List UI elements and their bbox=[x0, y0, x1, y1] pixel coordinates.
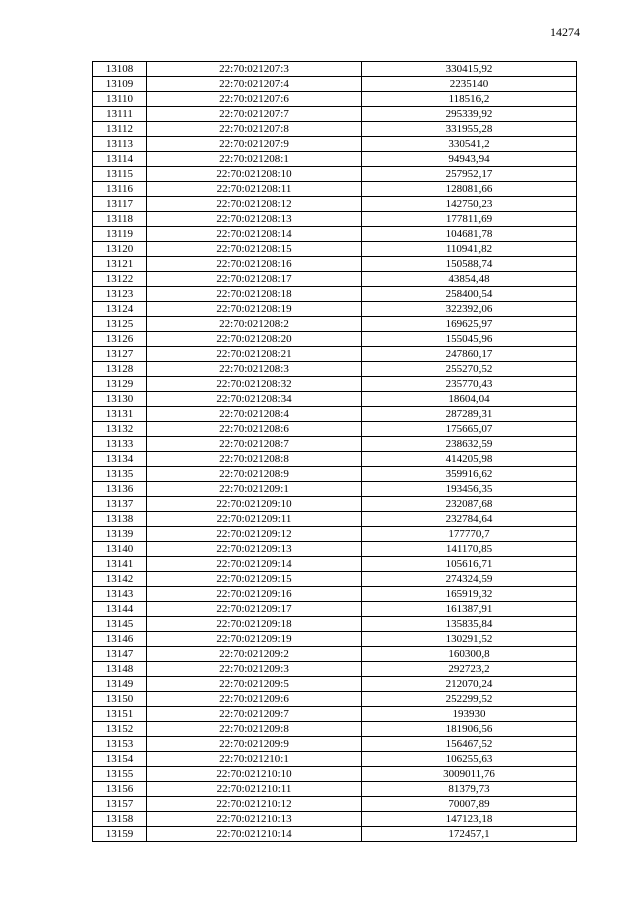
row-number-cell: 13144 bbox=[93, 602, 147, 617]
cadastral-number-cell: 22:70:021210:1 bbox=[147, 752, 362, 767]
page-number: 14274 bbox=[550, 25, 580, 39]
table-row bbox=[93, 92, 577, 107]
cadastral-number-cell: 22:70:021209:2 bbox=[147, 647, 362, 662]
row-number-cell: 13146 bbox=[93, 632, 147, 647]
cadastral-number-cell: 22:70:021209:17 bbox=[147, 602, 362, 617]
row-number-cell: 13136 bbox=[93, 482, 147, 497]
cadastral-number-cell: 22:70:021210:10 bbox=[147, 767, 362, 782]
table-row bbox=[93, 752, 577, 767]
row-number-cell: 13122 bbox=[93, 272, 147, 287]
cadastral-number-cell: 22:70:021207:4 bbox=[147, 77, 362, 92]
table-row bbox=[93, 182, 577, 197]
table-row bbox=[93, 782, 577, 797]
value-cell: 175665,07 bbox=[362, 422, 577, 437]
row-number-cell: 13137 bbox=[93, 497, 147, 512]
table-row bbox=[93, 77, 577, 92]
value-cell: 292723,2 bbox=[362, 662, 577, 677]
cadastral-number-cell: 22:70:021209:6 bbox=[147, 692, 362, 707]
value-cell: 3009011,76 bbox=[362, 767, 577, 782]
cadastral-number-cell: 22:70:021207:7 bbox=[147, 107, 362, 122]
value-cell: 135835,84 bbox=[362, 617, 577, 632]
table-row bbox=[93, 362, 577, 377]
table-row bbox=[93, 272, 577, 287]
row-number-cell: 13114 bbox=[93, 152, 147, 167]
table-row bbox=[93, 317, 577, 332]
value-cell: 156467,52 bbox=[362, 737, 577, 752]
cadastral-number-cell: 22:70:021208:16 bbox=[147, 257, 362, 272]
row-number-cell: 13138 bbox=[93, 512, 147, 527]
row-number-cell: 13132 bbox=[93, 422, 147, 437]
row-number-cell: 13150 bbox=[93, 692, 147, 707]
value-cell: 81379,73 bbox=[362, 782, 577, 797]
cadastral-number-cell: 22:70:021210:12 bbox=[147, 797, 362, 812]
value-cell: 2235140 bbox=[362, 77, 577, 92]
table-row bbox=[93, 692, 577, 707]
value-cell: 232087,68 bbox=[362, 497, 577, 512]
value-cell: 330541,2 bbox=[362, 137, 577, 152]
value-cell: 177811,69 bbox=[362, 212, 577, 227]
table-row bbox=[93, 812, 577, 827]
row-number-cell: 13108 bbox=[93, 62, 147, 77]
table-row bbox=[93, 257, 577, 272]
row-number-cell: 13148 bbox=[93, 662, 147, 677]
cadastral-number-cell: 22:70:021208:13 bbox=[147, 212, 362, 227]
table-row bbox=[93, 392, 577, 407]
row-number-cell: 13125 bbox=[93, 317, 147, 332]
value-cell: 110941,82 bbox=[362, 242, 577, 257]
table-body bbox=[93, 62, 577, 842]
table-row bbox=[93, 212, 577, 227]
value-cell: 330415,92 bbox=[362, 62, 577, 77]
cadastral-number-cell: 22:70:021210:14 bbox=[147, 827, 362, 842]
value-cell: 212070,24 bbox=[362, 677, 577, 692]
row-number-cell: 13157 bbox=[93, 797, 147, 812]
row-number-cell: 13155 bbox=[93, 767, 147, 782]
value-cell: 359916,62 bbox=[362, 467, 577, 482]
table-row bbox=[93, 527, 577, 542]
row-number-cell: 13111 bbox=[93, 107, 147, 122]
value-cell: 150588,74 bbox=[362, 257, 577, 272]
row-number-cell: 13154 bbox=[93, 752, 147, 767]
cadastral-number-cell: 22:70:021209:1 bbox=[147, 482, 362, 497]
cadastral-number-cell: 22:70:021210:13 bbox=[147, 812, 362, 827]
table-row bbox=[93, 707, 577, 722]
table-row bbox=[93, 737, 577, 752]
cadastral-number-cell: 22:70:021209:18 bbox=[147, 617, 362, 632]
value-cell: 106255,63 bbox=[362, 752, 577, 767]
row-number-cell: 13153 bbox=[93, 737, 147, 752]
table-row bbox=[93, 587, 577, 602]
table-row bbox=[93, 467, 577, 482]
cadastral-number-cell: 22:70:021209:19 bbox=[147, 632, 362, 647]
row-number-cell: 13133 bbox=[93, 437, 147, 452]
value-cell: 181906,56 bbox=[362, 722, 577, 737]
value-cell: 142750,23 bbox=[362, 197, 577, 212]
cadastral-number-cell: 22:70:021208:6 bbox=[147, 422, 362, 437]
table-row bbox=[93, 332, 577, 347]
table-row bbox=[93, 302, 577, 317]
value-cell: 141170,85 bbox=[362, 542, 577, 557]
row-number-cell: 13141 bbox=[93, 557, 147, 572]
table-row bbox=[93, 797, 577, 812]
row-number-cell: 13151 bbox=[93, 707, 147, 722]
row-number-cell: 13118 bbox=[93, 212, 147, 227]
cadastral-number-cell: 22:70:021208:15 bbox=[147, 242, 362, 257]
table-row bbox=[93, 287, 577, 302]
row-number-cell: 13134 bbox=[93, 452, 147, 467]
table-row bbox=[93, 137, 577, 152]
value-cell: 287289,31 bbox=[362, 407, 577, 422]
value-cell: 257952,17 bbox=[362, 167, 577, 182]
cadastral-number-cell: 22:70:021208:17 bbox=[147, 272, 362, 287]
cadastral-number-cell: 22:70:021208:19 bbox=[147, 302, 362, 317]
cadastral-number-cell: 22:70:021209:15 bbox=[147, 572, 362, 587]
value-cell: 130291,52 bbox=[362, 632, 577, 647]
table-row bbox=[93, 167, 577, 182]
cadastral-number-cell: 22:70:021208:18 bbox=[147, 287, 362, 302]
cadastral-number-cell: 22:70:021207:6 bbox=[147, 92, 362, 107]
cadastral-number-cell: 22:70:021208:3 bbox=[147, 362, 362, 377]
cadastral-number-cell: 22:70:021209:13 bbox=[147, 542, 362, 557]
row-number-cell: 13139 bbox=[93, 527, 147, 542]
cadastral-number-cell: 22:70:021208:9 bbox=[147, 467, 362, 482]
table-row bbox=[93, 617, 577, 632]
row-number-cell: 13158 bbox=[93, 812, 147, 827]
value-cell: 414205,98 bbox=[362, 452, 577, 467]
cadastral-number-cell: 22:70:021208:1 bbox=[147, 152, 362, 167]
table-row bbox=[93, 242, 577, 257]
row-number-cell: 13116 bbox=[93, 182, 147, 197]
cadastral-number-cell: 22:70:021208:10 bbox=[147, 167, 362, 182]
cadastral-number-cell: 22:70:021208:4 bbox=[147, 407, 362, 422]
row-number-cell: 13121 bbox=[93, 257, 147, 272]
row-number-cell: 13129 bbox=[93, 377, 147, 392]
cadastral-number-cell: 22:70:021208:34 bbox=[147, 392, 362, 407]
table-row bbox=[93, 482, 577, 497]
value-cell: 258400,54 bbox=[362, 287, 577, 302]
table-row bbox=[93, 347, 577, 362]
row-number-cell: 13126 bbox=[93, 332, 147, 347]
value-cell: 43854,48 bbox=[362, 272, 577, 287]
table-row bbox=[93, 497, 577, 512]
value-cell: 18604,04 bbox=[362, 392, 577, 407]
row-number-cell: 13147 bbox=[93, 647, 147, 662]
value-cell: 252299,52 bbox=[362, 692, 577, 707]
value-cell: 105616,71 bbox=[362, 557, 577, 572]
value-cell: 322392,06 bbox=[362, 302, 577, 317]
value-cell: 165919,32 bbox=[362, 587, 577, 602]
cadastral-number-cell: 22:70:021208:32 bbox=[147, 377, 362, 392]
row-number-cell: 13156 bbox=[93, 782, 147, 797]
row-number-cell: 13140 bbox=[93, 542, 147, 557]
value-cell: 255270,52 bbox=[362, 362, 577, 377]
row-number-cell: 13142 bbox=[93, 572, 147, 587]
row-number-cell: 13119 bbox=[93, 227, 147, 242]
value-cell: 238632,59 bbox=[362, 437, 577, 452]
row-number-cell: 13130 bbox=[93, 392, 147, 407]
cadastral-number-cell: 22:70:021209:7 bbox=[147, 707, 362, 722]
value-cell: 147123,18 bbox=[362, 812, 577, 827]
table-row bbox=[93, 557, 577, 572]
cadastral-number-cell: 22:70:021207:9 bbox=[147, 137, 362, 152]
cadastral-number-cell: 22:70:021208:2 bbox=[147, 317, 362, 332]
table-row bbox=[93, 677, 577, 692]
table-row bbox=[93, 422, 577, 437]
table-row bbox=[93, 512, 577, 527]
value-cell: 160300,8 bbox=[362, 647, 577, 662]
cadastral-number-cell: 22:70:021208:7 bbox=[147, 437, 362, 452]
row-number-cell: 13109 bbox=[93, 77, 147, 92]
row-number-cell: 13117 bbox=[93, 197, 147, 212]
cadastral-number-cell: 22:70:021209:16 bbox=[147, 587, 362, 602]
cadastral-number-cell: 22:70:021209:11 bbox=[147, 512, 362, 527]
table-row bbox=[93, 767, 577, 782]
value-cell: 169625,97 bbox=[362, 317, 577, 332]
row-number-cell: 13112 bbox=[93, 122, 147, 137]
row-number-cell: 13113 bbox=[93, 137, 147, 152]
value-cell: 118516,2 bbox=[362, 92, 577, 107]
value-cell: 128081,66 bbox=[362, 182, 577, 197]
value-cell: 155045,96 bbox=[362, 332, 577, 347]
table-row bbox=[93, 632, 577, 647]
row-number-cell: 13159 bbox=[93, 827, 147, 842]
cadastral-number-cell: 22:70:021209:10 bbox=[147, 497, 362, 512]
row-number-cell: 13152 bbox=[93, 722, 147, 737]
value-cell: 331955,28 bbox=[362, 122, 577, 137]
table-row bbox=[93, 122, 577, 137]
table-row bbox=[93, 107, 577, 122]
table-row bbox=[93, 197, 577, 212]
cadastral-number-cell: 22:70:021208:14 bbox=[147, 227, 362, 242]
table-row bbox=[93, 542, 577, 557]
row-number-cell: 13110 bbox=[93, 92, 147, 107]
row-number-cell: 13115 bbox=[93, 167, 147, 182]
value-cell: 172457,1 bbox=[362, 827, 577, 842]
cadastral-number-cell: 22:70:021208:20 bbox=[147, 332, 362, 347]
value-cell: 177770,7 bbox=[362, 527, 577, 542]
value-cell: 104681,78 bbox=[362, 227, 577, 242]
row-number-cell: 13120 bbox=[93, 242, 147, 257]
value-cell: 295339,92 bbox=[362, 107, 577, 122]
value-cell: 70007,89 bbox=[362, 797, 577, 812]
table-row bbox=[93, 662, 577, 677]
cadastral-number-cell: 22:70:021208:8 bbox=[147, 452, 362, 467]
value-cell: 193930 bbox=[362, 707, 577, 722]
value-cell: 247860,17 bbox=[362, 347, 577, 362]
table-row bbox=[93, 722, 577, 737]
table-row bbox=[93, 452, 577, 467]
value-cell: 193456,35 bbox=[362, 482, 577, 497]
row-number-cell: 13143 bbox=[93, 587, 147, 602]
value-cell: 232784,64 bbox=[362, 512, 577, 527]
cadastral-number-cell: 22:70:021208:12 bbox=[147, 197, 362, 212]
row-number-cell: 13131 bbox=[93, 407, 147, 422]
table-row bbox=[93, 227, 577, 242]
cadastral-number-cell: 22:70:021208:11 bbox=[147, 182, 362, 197]
row-number-cell: 13123 bbox=[93, 287, 147, 302]
table-row bbox=[93, 152, 577, 167]
cadastral-number-cell: 22:70:021209:3 bbox=[147, 662, 362, 677]
row-number-cell: 13149 bbox=[93, 677, 147, 692]
row-number-cell: 13145 bbox=[93, 617, 147, 632]
table-row bbox=[93, 572, 577, 587]
cadastral-number-cell: 22:70:021209:8 bbox=[147, 722, 362, 737]
cadastral-number-cell: 22:70:021209:9 bbox=[147, 737, 362, 752]
value-cell: 94943,94 bbox=[362, 152, 577, 167]
row-number-cell: 13128 bbox=[93, 362, 147, 377]
cadastral-value-table bbox=[92, 61, 577, 842]
value-cell: 161387,91 bbox=[362, 602, 577, 617]
row-number-cell: 13124 bbox=[93, 302, 147, 317]
cadastral-number-cell: 22:70:021210:11 bbox=[147, 782, 362, 797]
row-number-cell: 13135 bbox=[93, 467, 147, 482]
cadastral-number-cell: 22:70:021208:21 bbox=[147, 347, 362, 362]
table-row bbox=[93, 437, 577, 452]
table-row bbox=[93, 647, 577, 662]
cadastral-number-cell: 22:70:021209:12 bbox=[147, 527, 362, 542]
row-number-cell: 13127 bbox=[93, 347, 147, 362]
table-row bbox=[93, 602, 577, 617]
table-row bbox=[93, 407, 577, 422]
table-row bbox=[93, 377, 577, 392]
value-cell: 235770,43 bbox=[362, 377, 577, 392]
table-row bbox=[93, 827, 577, 842]
cadastral-number-cell: 22:70:021209:14 bbox=[147, 557, 362, 572]
cadastral-number-cell: 22:70:021209:5 bbox=[147, 677, 362, 692]
table-row bbox=[93, 62, 577, 77]
cadastral-number-cell: 22:70:021207:3 bbox=[147, 62, 362, 77]
value-cell: 274324,59 bbox=[362, 572, 577, 587]
cadastral-number-cell: 22:70:021207:8 bbox=[147, 122, 362, 137]
